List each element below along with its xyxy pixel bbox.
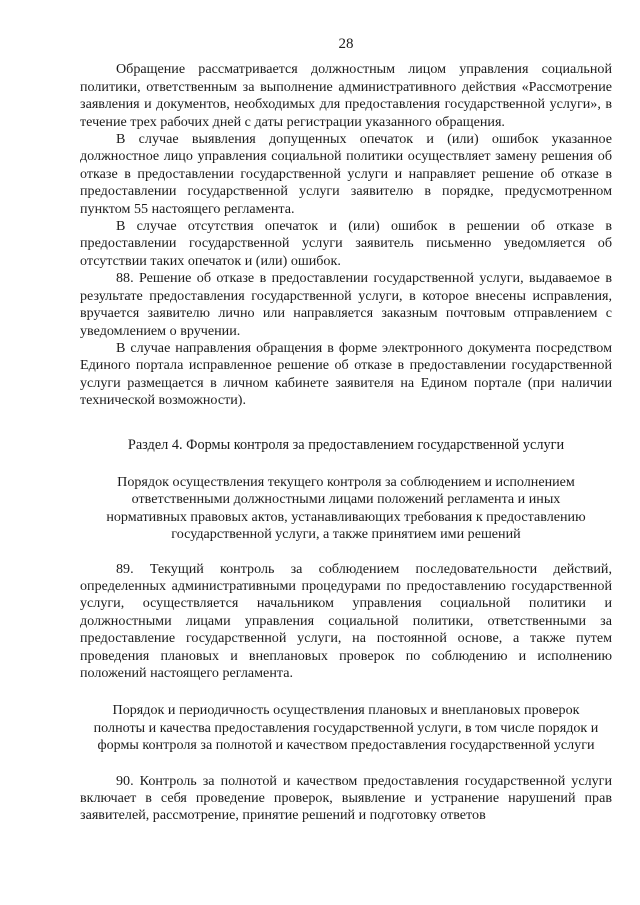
section-title: Раздел 4. Формы контроля за предоставлением государственной услуги	[127, 436, 565, 453]
paragraph: В случае направления обращения в форме электронного документа посредством Единого портала исправленное решение об отказе в предоставлении государственной услуги размещается в личном кабинете заявителя на Едином портале (при наличии технической возможности).	[80, 339, 612, 409]
page-number: 28	[338, 36, 354, 52]
paragraph: В случае выявления допущенных опечаток и (или) ошибок указанное должностное лицо управления социальной политики осуществляет замену решения об отказе в предоставлении государственной услуги и направляет решение об отказе в предоставлении государственной услуги заявителю в порядке, предусмотренном пунктом 55 настоящего регламента.	[80, 131, 612, 217]
paragraph-88: 88. Решение об отказе в предоставлении государственной услуги, выдаваемое в результате предоставления государственной услуги, в которое внесены исправления, вручается заявителю лично или направляется заказным почтовым отправлением с уведомлением о вручении.	[80, 270, 612, 339]
page-content	[80, 36, 612, 825]
paragraph-90: 90. Контроль за полнотой и качеством предоставления государственной услуги включает в себя проведение проверок, выявление и устранение нарушений прав заявителей, рассмотрение, принятие решений и подготовку ответов	[80, 772, 612, 824]
paragraph: Обращение рассматривается должностным лицом управления социальной политики, ответственным за выполнение административного действия «Рассмотрение заявления и документов, необходимых для предоставления государственной услуги», в течение трех рабочих дней с даты регистрации указанного обращения.	[80, 61, 612, 130]
paragraph: В случае отсутствия опечаток и (или) ошибок в решении об отказе в предоставлении государственной услуги заявитель письменно уведомляется об отсутствии таких опечаток и (или) ошибок.	[80, 218, 612, 269]
subheading-inspections: Порядок и периодичность осуществления плановых и внеплановых проверок полноты и качества предоставления государственной услуги, в том числе порядок и формы контроля за полнотой и качеством предоставления государственной услуги	[93, 702, 599, 754]
paragraph-89: 89. Текущий контроль за соблюдением последовательности действий, определенных административными процедурами по предоставлению государственной услуги, осуществляется начальником управления социальной политики и должностными лицами управления социальной политики, ответственными за предоставление государственной услуги, на постоянной основе, а также путем проведения плановых и внеплановых проверок по соблюдению и исполнению положений настоящего регламента.	[80, 560, 612, 681]
subheading-current-control: Порядок осуществления текущего контроля за соблюдением и исполнением ответственными должностными лицами положений регламента и иных нормативных правовых актов, устанавливающих требования к предоставлению государственной услуги, а также принятием ими решений	[106, 473, 586, 543]
